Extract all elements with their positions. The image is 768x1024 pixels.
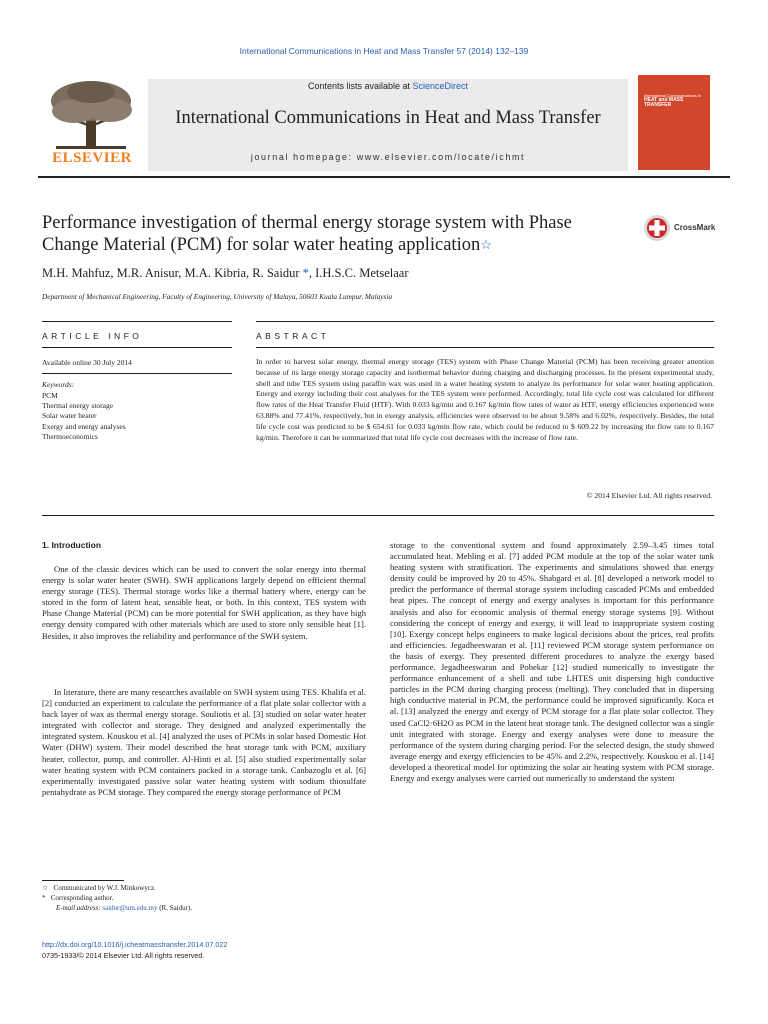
footnote-communicated (42, 883, 192, 893)
footnote-corresponding-text: Corresponding author. (50, 894, 114, 902)
footnote-communicated-text: Communicated by W.J. Minkowycz. (53, 884, 156, 892)
keyword-item: Solar water heater (42, 411, 97, 421)
journal-homepage[interactable]: journal homepage: www.elsevier.com/locate/ichmt (250, 152, 526, 162)
section-rule-left-top (42, 321, 232, 322)
corresponding-author-mark[interactable]: * (302, 266, 309, 280)
crossmark-label: CrossMark (674, 223, 716, 232)
contents-prefix: Contents lists available at (307, 81, 413, 91)
author-list (42, 266, 409, 281)
crossmark-icon (643, 214, 671, 242)
keywords-list (42, 391, 126, 442)
keyword-item: Thermal energy storage (42, 401, 114, 411)
section-rule-right-mid (256, 347, 714, 348)
journal-title: International Communications in Heat and Mass Transfer (175, 108, 601, 128)
email-link[interactable]: saidur@um.edu.my (102, 904, 158, 912)
authors-part2: , I.H.S.C. Metselaar (308, 266, 409, 280)
header-rule (38, 176, 730, 178)
keyword-item: PCM (42, 391, 58, 400)
section-rule-bottom (42, 515, 714, 516)
footnote-email (42, 903, 192, 913)
elsevier-wordmark: ELSEVIER (52, 150, 132, 166)
sciencedirect-link[interactable]: ScienceDirect (412, 81, 469, 91)
crossmark-badge[interactable] (643, 214, 733, 244)
intro-paragraph-2: In literature, there are many researches available on SWH system using TES. Khalifa et al. [2] conducted an experiment to calculate the performance of a flat plate solar collector with a back layer of wax as thermal energy storage. Souliotis et al. [3] studied on solar water heater integrated with collector and storage. They designed and analyzed experimentally the integrated system. Kouskou et al. [4] analyzed the uses of PCMs in solar based Domestic Hot Water (DHW) system. Their model described the heat storage tank with PCM, auxiliary heater, collector, pump, and controller. Al-Hinti et al. [5] also studied experimentally solar water heating system with PCM containers packed in a storage tank. Canbazoglu et al. [6] experimentally investigated passive solar water heating system with sodium thiosulfate pentahydrate as PCM storage. They compared the energy storage performance of PCM (42, 687, 366, 797)
journal-cover-image[interactable] (638, 75, 710, 170)
intro-right-column: storage to the conventional system and found approximately 2.59–3.45 times total accumulated heat. Mehling et al. [7] added PCM module at the top of the solar water tank heating system with stratification. The experiments and simulations showed that energy density could be improved by 20 to 45%. Shabgard et al. [8] developed a network model to predict the performance of thermal storage system including cascaded PCMs and embedded heat pipes. The concept of energy and exergy analyses is important for this performance analysis and also for economic analysis of thermal energy storage systems [9]. Without considering the concept of energy and exergy, it will lead to inappropriate system costing [10]. Exergy concept helps engineers to make logical decisions about the prices, real profits and efficiencies. Jegadheeswaran et al. [11] reviewed PCM storage system performance on the basis of exergy. They presented different procedures to analyze the exergy based performance. Jegadheeswaran and Pohekar [12] studied numerically to investigate the performance enhancement of a shell and tube LHTES unit dispersing high conductive particles in the PCM during charging process (melting). They concluded that in dispersing high conductive material in PCM, the performance could be improved significantly. Koca et al. [13] analyzed the energy and exergy of PCM storage for a flat plate solar collector. They used CaCl2·6H2O as PCM in the latent heat storage tank. The designed collector was a single unit integrated with storage. Energy and exergy analyses were done to measure the performance of the system during charging period. For the selected design, the study showed average energy and exergy efficiencies to be 45% and 2.2%, respectively. Kouskou et al. [14] developed a theoretical model for optimizing the solar air heating system with PCM storage. Energy and exergy analyses were carried out numerically to understand the system (390, 540, 714, 783)
footnote-rule (42, 880, 124, 881)
intro-paragraph-1: One of the classic devices which can be used to convert the solar energy into thermal energy is solar water heater (SWH). SWH applications largely depend on efficient thermal energy storage (TES). Thermal storage works like a thermal battery where, energy can be stored in the form of latent heat, sensible heat, or both. In this context, TES system with Phase Change Material (PCM) can be more potential for SWH application, as they have high energy density compared with other materials which are used to store only sensible heat [1]. Besides, it also improves the reliability and performance of the SWH system. (42, 564, 366, 641)
section-rule-left-mid (42, 347, 232, 348)
email-label: E-mail address: (56, 904, 103, 912)
title-footnote-star[interactable]: ☆ (480, 237, 492, 252)
contents-line (148, 81, 628, 91)
abstract-text: In order to harvest solar energy, thermal energy storage (TES) system with Phase Change Material (PCM) has been receiving greater attention because of its large energy storage capacity and isothermal behavior during charging and discharging processes. In the present experimental study, shell and tube TES system using paraffin wax was used in a water heating system to analyze its performance for solar water heating application. Energy and exergy including their cost analyses for the TES system were performed. Accordingly, total life cycle cost was calculated for different flow rates of the Heat Transfer Fluid (HTF). With 0.033 kg/min and 0.167 kg/min flow rates of water as HTF, energy efficiencies experienced were 63.88% and 77.41%, respectively, but in exergy analysis, efficiencies were observed to be about 9.58% and 6.02%, respectively. Besides, the total life cycle cost was predicted to be $ 654.61 for 0.033 kg/min flow rate, which could be reduced to $ 609.22 by increasing the flow rate to 0.167 kg/min. Therefore it can be summarized that total life cycle cost decreases with the increase of flow rate. (256, 357, 714, 442)
cover-text-title: HEAT and MASS TRANSFER (644, 97, 684, 108)
authors-part1: M.H. Mahfuz, M.R. Anisur, M.A. Kibria, R. Saidur (42, 266, 303, 280)
paper-title (42, 212, 622, 256)
doi-link[interactable]: http://dx.doi.org/10.1016/j.icheatmasstransfer.2014.07.022 (42, 940, 228, 949)
journal-reference-link[interactable]: International Communications in Heat and Mass Transfer 57 (2014) 132–139 (239, 46, 529, 56)
introduction-heading: 1. Introduction (42, 540, 102, 550)
footnote-corresponding (42, 893, 192, 903)
available-online: Available online 30 July 2014 (42, 358, 132, 367)
keyword-item: Thermoeconomics (42, 431, 98, 441)
issn-copyright: 0735-1933/© 2014 Elsevier Ltd. All rights reserved. (42, 951, 205, 960)
keyword-item: Exergy and energy analyses (42, 421, 126, 431)
article-history-rule (42, 373, 232, 374)
affiliation: Department of Mechanical Engineering, Faculty of Engineering, University of Malaya, 50603 Kuala Lumpur, Malaysia (42, 292, 392, 301)
email-owner: (R. Saidur). (157, 904, 193, 912)
paper-title-text: Performance investigation of thermal energy storage system with Phase Change Material (PCM) for solar water heating application (42, 213, 572, 255)
footnotes (42, 883, 192, 913)
cover-text-small: International Communications in (644, 93, 702, 98)
abstract-heading: ABSTRACT (256, 331, 330, 341)
keywords-label: Keywords: (42, 380, 75, 389)
footnote-corr-mark: * (42, 894, 46, 902)
abstract-copyright: © 2014 Elsevier Ltd. All rights reserved. (586, 491, 712, 500)
section-rule-right-top (256, 321, 714, 322)
article-info-heading: ARTICLE INFO (42, 331, 143, 341)
footnote-star-mark: ☆ (42, 884, 49, 892)
